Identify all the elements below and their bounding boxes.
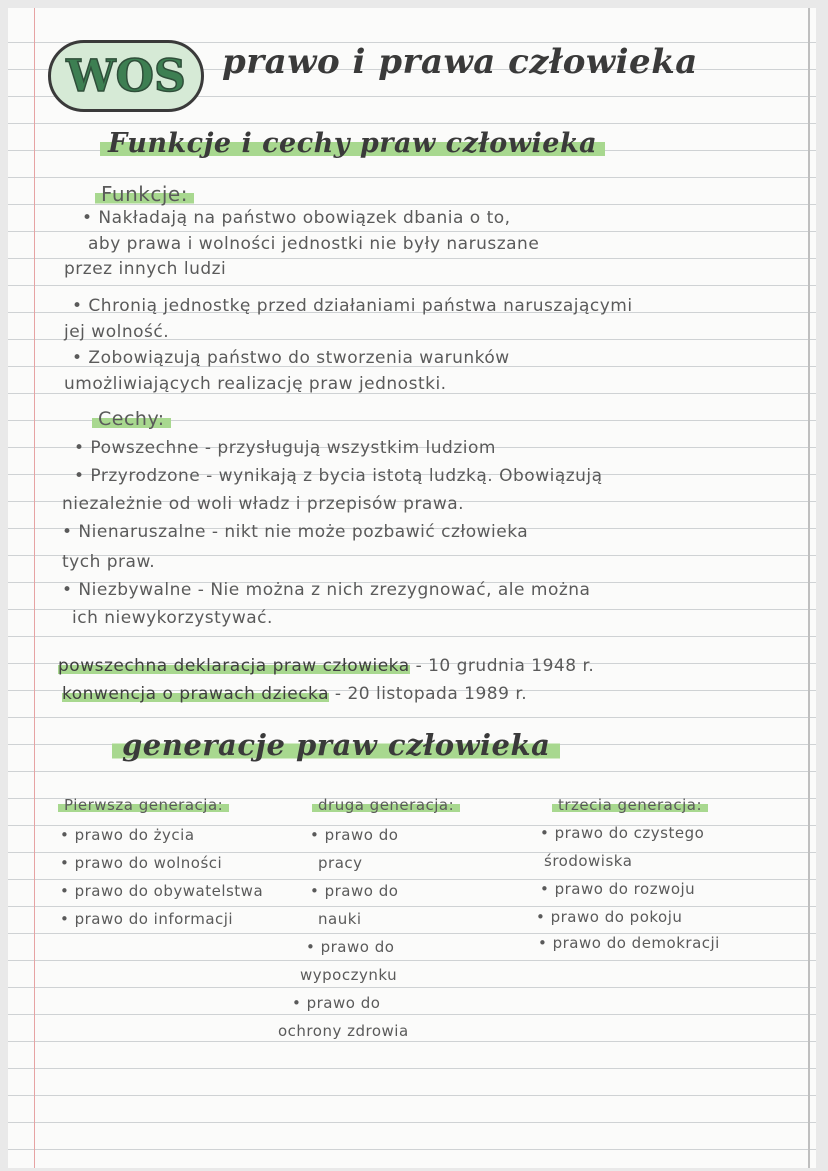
list-item: • prawo do	[310, 826, 399, 844]
column-heading-second: druga generacja:	[312, 796, 460, 814]
margin-line	[34, 8, 35, 1168]
cechy-label: Cechy:	[92, 408, 171, 430]
section-title-funkcje-cechy: Funkcje i cechy praw człowieka	[100, 128, 605, 159]
list-item: • prawo do wolności	[60, 854, 223, 872]
cechy-line: niezależnie od woli władz i przepisów prawa.	[62, 494, 465, 514]
document-date: - 10 grudnia 1948 r.	[415, 656, 595, 676]
list-item: • prawo do czystego	[540, 824, 705, 842]
funkcje-line: aby prawa i wolności jednostki nie były naruszane	[88, 234, 540, 254]
list-item: • prawo do obywatelstwa	[60, 882, 264, 900]
funkcje-line: jej wolność.	[64, 322, 170, 342]
list-item: pracy	[318, 854, 363, 872]
funkcje-line: • Nakładają na państwo obowiązek dbania o to,	[82, 208, 511, 228]
list-item: • prawo do	[306, 938, 395, 956]
date-entry-konwencja	[62, 684, 527, 704]
wos-logo: WOS	[48, 40, 204, 112]
list-item: nauki	[318, 910, 362, 928]
funkcje-line: • Zobowiązują państwo do stworzenia warunków	[72, 348, 510, 368]
list-item: ochrony zdrowia	[278, 1022, 409, 1040]
list-item: środowiska	[544, 852, 633, 870]
list-item: • prawo do	[292, 994, 381, 1012]
funkcje-line: umożliwiających realizację praw jednostki.	[64, 374, 447, 394]
cechy-line: • Niezbywalne - Nie można z nich zrezygnować, ale można	[62, 580, 591, 600]
cechy-line: • Powszechne - przysługują wszystkim ludziom	[74, 438, 496, 458]
document-date: - 20 listopada 1989 r.	[334, 684, 528, 704]
page-title: prawo i prawa człowieka	[222, 42, 698, 82]
date-entry-deklaracja	[58, 656, 594, 676]
cechy-line: ich niewykorzystywać.	[72, 608, 273, 628]
column-heading-first: Pierwsza generacja:	[58, 796, 229, 814]
document-name: konwencja o prawach dziecka	[62, 684, 329, 704]
list-item: • prawo do demokracji	[538, 934, 720, 952]
document-name: powszechna deklaracja praw człowieka	[58, 656, 410, 676]
list-item: • prawo do	[310, 882, 399, 900]
list-item: • prawo do rozwoju	[540, 880, 696, 898]
page-edge	[808, 8, 810, 1168]
list-item: wypoczynku	[300, 966, 398, 984]
cechy-line: • Przyrodzone - wynikają z bycia istotą ludzką. Obowiązują	[74, 466, 603, 486]
funkcje-label: Funkcje:	[95, 182, 194, 206]
column-heading-third: trzecia generacja:	[552, 796, 708, 814]
list-item: • prawo do życia	[60, 826, 195, 844]
funkcje-line: przez innych ludzi	[64, 259, 227, 279]
list-item: • prawo do pokoju	[536, 908, 683, 926]
funkcje-line: • Chronią jednostkę przed działaniami państwa naruszającymi	[72, 296, 633, 316]
cechy-line: • Nienaruszalne - nikt nie może pozbawić człowieka	[62, 522, 529, 542]
cechy-line: tych praw.	[62, 552, 156, 572]
section-title-generacje: generacje praw człowieka	[112, 728, 560, 762]
list-item: • prawo do informacji	[60, 910, 234, 928]
